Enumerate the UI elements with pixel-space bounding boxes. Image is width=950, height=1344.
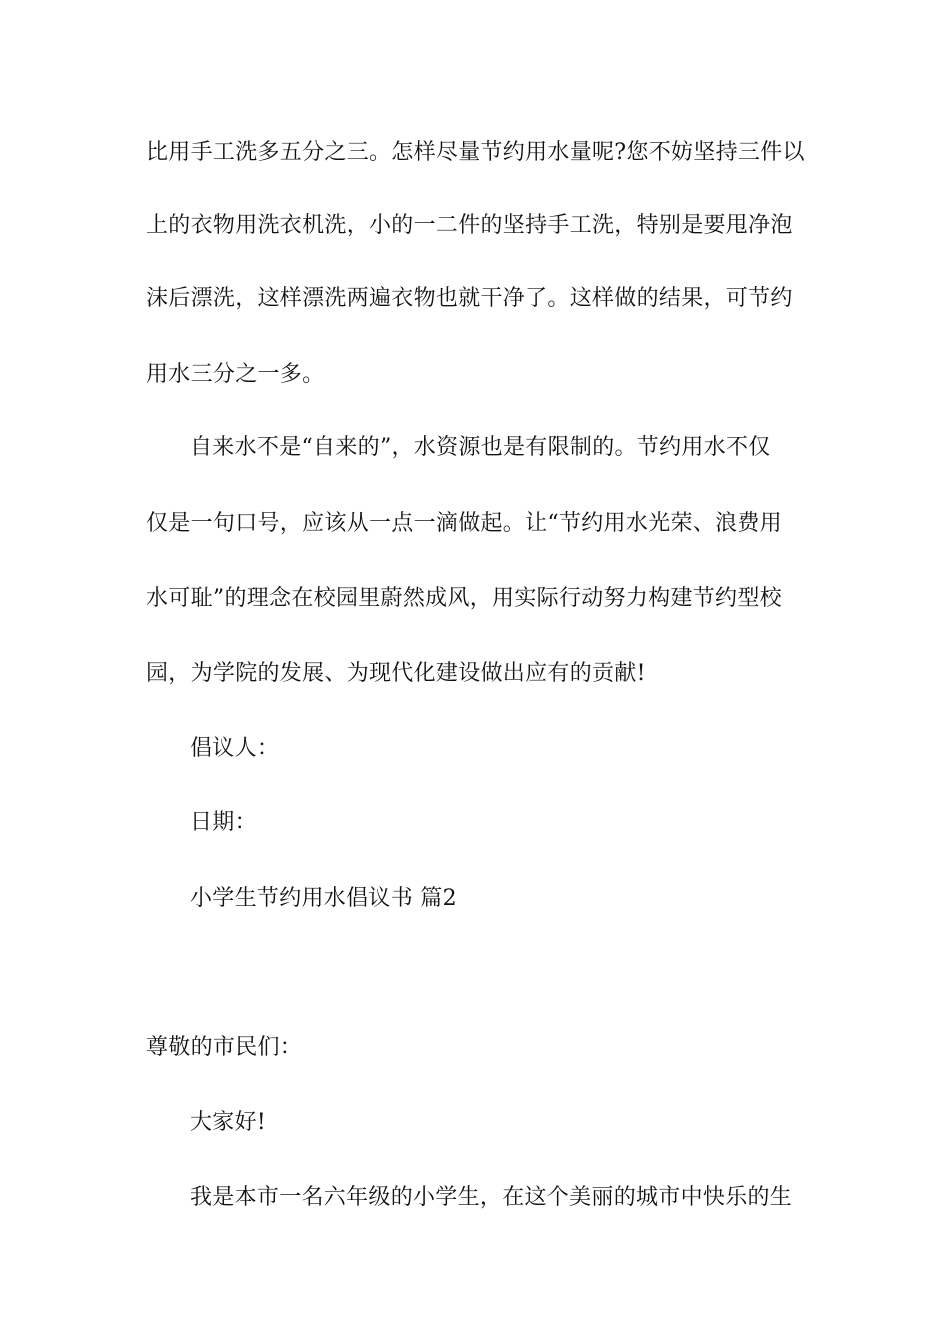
- paragraph-line: 仅是一句口号，应该从一点一滴做起。让“节约用水光荣、浪费用: [146, 511, 782, 536]
- paragraph-line: 比用手工洗多五分之三。怎样尽量节约用水量呢?您不妨坚持三件以: [146, 140, 805, 165]
- paragraph-line: 我是本市一名六年级的小学生，在这个美丽的城市中快乐的生: [190, 1185, 793, 1210]
- paragraph-line: 园，为学院的发展、为现代化建设做出应有的贡献!: [146, 661, 646, 686]
- section-title: 小学生节约用水倡议书 篇2: [190, 886, 457, 911]
- date-label: 日期：: [190, 810, 257, 835]
- paragraph-line: 水可耻”的理念在校园里蔚然成风，用实际行动努力构建节约型校: [146, 586, 782, 611]
- salutation: 尊敬的市民们：: [146, 1035, 303, 1060]
- paragraph-line: 沫后漂洗，这样漂洗两遍衣物也就干净了。这样做的结果，可节约: [146, 286, 793, 311]
- paragraph-line: 自来水不是“自来的”，水资源也是有限制的。节约用水不仅: [190, 435, 771, 460]
- paragraph-line: 上的衣物用洗衣机洗，小的一二件的坚持手工洗，特别是要甩净泡: [146, 213, 793, 238]
- proposer-label: 倡议人：: [190, 736, 280, 761]
- paragraph-line: 用水三分之一多。: [146, 362, 325, 387]
- greeting: 大家好!: [190, 1110, 267, 1135]
